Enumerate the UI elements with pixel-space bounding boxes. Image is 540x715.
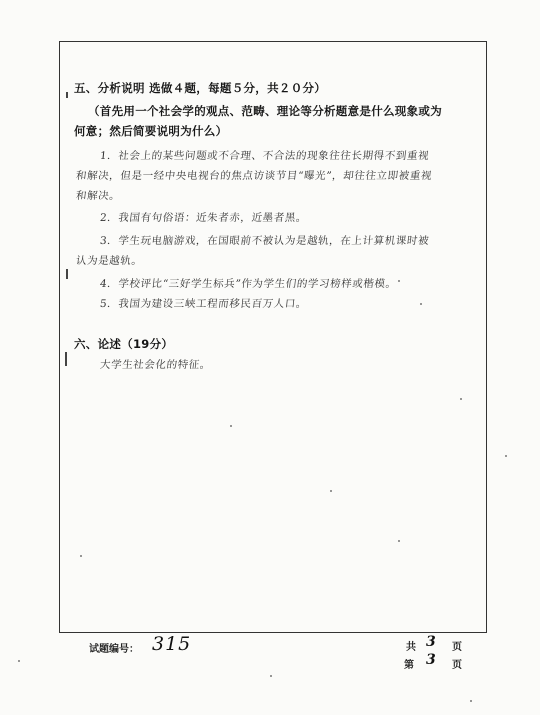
page-value: 3 xyxy=(426,652,436,668)
question-3: 3．学生玩电脑游戏，在国眼前不被认为是越轨，在上计算机课时被 xyxy=(99,235,430,247)
question-1-cont: 和解决，但是一经中央电视台的焦点访谈节目“曝光”，却往往立即被重视 xyxy=(75,170,433,182)
scan-speck xyxy=(420,303,422,305)
question-3-cont: 认为是越轨。 xyxy=(75,255,144,267)
scan-speck xyxy=(18,660,20,662)
question-2: 2．我国有句俗语：近朱者赤，近墨者黑。 xyxy=(99,212,308,224)
question-5: 5．我国为建设三峡工程而移民百万人口。 xyxy=(99,298,308,310)
margin-tick xyxy=(65,352,67,366)
margin-tick xyxy=(66,269,68,279)
scan-speck xyxy=(398,540,400,542)
scan-speck xyxy=(230,425,232,427)
scan-speck xyxy=(398,280,400,282)
scan-speck xyxy=(470,700,472,702)
question-1: 1．社会上的某些问题或不合理、不合法的现象往往长期得不到重视 xyxy=(99,150,430,162)
section-5-instructions: （首先用一个社会学的观点、范畴、理论等分析题意是什么现象或为 xyxy=(88,104,442,118)
scan-speck xyxy=(80,555,82,557)
scan-speck xyxy=(460,398,462,400)
total-pages-suffix: 页 xyxy=(452,642,462,653)
exam-code-value: 315 xyxy=(152,633,192,655)
section-5-instructions-cont: 何意；然后简要说明为什么） xyxy=(74,124,228,138)
section-6-heading: 六、论述（19分） xyxy=(74,337,174,351)
total-pages-prefix: 共 xyxy=(406,642,416,653)
scan-speck xyxy=(330,490,332,492)
page-suffix: 页 xyxy=(452,660,462,671)
exam-code-label: 试题编号： xyxy=(89,644,139,655)
essay-question: 大学生社会化的特征。 xyxy=(99,359,212,371)
page-prefix: 第 xyxy=(404,660,414,671)
question-4: 4．学校评比“三好学生标兵”作为学生们的学习榜样或楷模。 xyxy=(99,278,398,290)
margin-tick xyxy=(66,92,68,98)
scan-speck xyxy=(270,675,272,677)
question-1-cont: 和解决。 xyxy=(75,190,121,202)
scan-speck xyxy=(505,455,507,457)
total-pages-value: 3 xyxy=(426,634,436,650)
section-5-heading: 五、分析说明 选做４题，每题５分，共２０分） xyxy=(74,81,327,95)
